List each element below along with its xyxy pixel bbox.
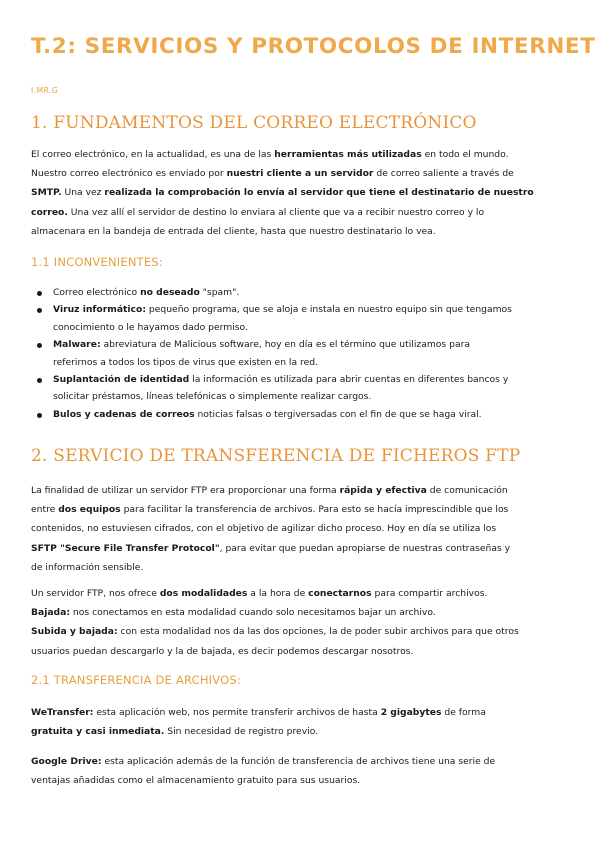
section-2-paragraph-2: Un servidor FTP, nos ofrece dos modalidades a la hora de conectarnos para compartir archivos. Bajada: nos conectamos en esta modalidad cuando solo necesitamos bajar un archivo. Subida y bajada: con esta modalidad nos da las dos opciones, la de poder subir archivos para que otros usuarios puedan descargarlo y la de bajada, es decir podemos descargar nosotros. [31, 588, 519, 657]
section-2-heading: 2. SERVICIO DE TRANSFERENCIA DE FICHEROS FTP [31, 446, 521, 466]
inconvenientes-list [31, 284, 571, 423]
bullet-icon [37, 378, 42, 383]
section-2-1-heading: 2.1 TRANSFERENCIA DE ARCHIVOS: [31, 673, 241, 687]
bullet-icon [37, 291, 42, 296]
section-1-paragraph: El correo electrónico, en la actualidad, es una de las herramientas más utilizadas en todo el mundo. Nuestro correo electrónico es enviado por nuestri cliente a un servidor de correo saliente a través de SMTP. Una vez realizada la comprobación lo envía al servidor que tiene el destinatario de nuestro correo. Una vez allí el servidor de destino lo enviara al cliente que va a recibir nuestro correo y lo almacenara en la bandeja de entrada del cliente, hasta que nuestro destinatario lo vea. [31, 149, 534, 237]
list-item: Bulos y cadenas de correos noticias falsas o tergiversadas con el fin de que se haga viral. [31, 406, 571, 423]
bullet-icon [37, 308, 42, 313]
bullet-icon [37, 343, 42, 348]
google-drive-paragraph: Google Drive: esta aplicación además de la función de transferencia de archivos tiene una serie de ventajas añadidas como el almacenamiento gratuito para sus usuarios. [31, 756, 496, 787]
list-item: Malware: abreviatura de Malicious software, hoy en día es el término que utilizamos para referirnos a todos los tipos de virus que existen en la red. [31, 336, 571, 371]
page-title: T.2: SERVICIOS Y PROTOCOLOS DE INTERNET [31, 34, 596, 59]
section-2-paragraph-1: La finalidad de utilizar un servidor FTP era proporcionar una forma rápida y efectiva de comunicación entre dos equipos para facilitar la transferencia de archivos. Para esto se hacía imprescindible que los contenidos, no estuviesen cifrados, con el objetivo de agilizar dicho proceso. Hoy en día se utiliza los SFTP "Secure File Transfer Protocol", para evitar que puedan apropiarse de nuestras contraseñas y de información sensible. [31, 485, 511, 573]
section-1-1-heading: 1.1 INCONVENIENTES: [31, 255, 163, 269]
list-item: Suplantación de identidad la información es utilizada para abrir cuentas en diferentes bancos y solicitar préstamos, líneas telefónicas o simplemente realizar cargos. [31, 371, 571, 406]
list-item: Viruz informático: pequeño programa, que se aloja e instala en nuestro equipo sin que tengamos conocimiento o le hayamos dado permiso. [31, 301, 571, 336]
section-1-heading: 1. FUNDAMENTOS DEL CORREO ELECTRÓNICO [31, 113, 477, 133]
author-initials: I.MR.G [31, 86, 59, 95]
bullet-icon [37, 413, 42, 418]
list-item: Correo electrónico no deseado "spam". [31, 284, 571, 301]
wetransfer-paragraph: WeTransfer: esta aplicación web, nos permite transferir archivos de hasta 2 gigabytes de forma gratuita y casi inmediata. Sin necesidad de registro previo. [31, 707, 486, 738]
